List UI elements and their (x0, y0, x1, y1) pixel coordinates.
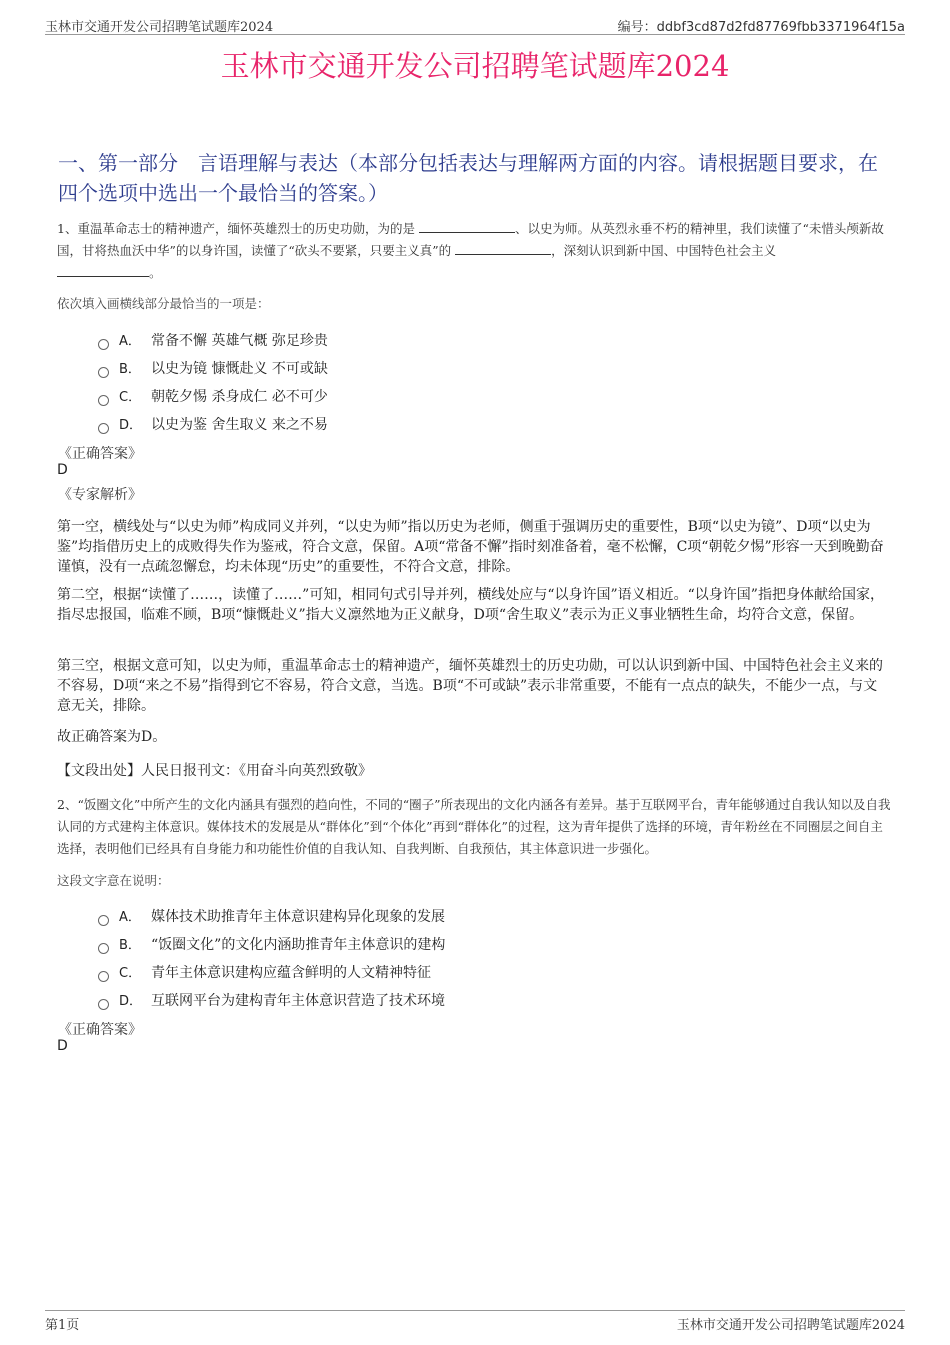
footer-page-number: 第1页 (45, 1318, 80, 1333)
q1-option-c[interactable] (98, 386, 328, 410)
option-text: 以史为鉴 舍生取义 来之不易 (151, 417, 328, 433)
q1-text-c: ，深刻认识到新中国、中国特色社会主义 (551, 243, 777, 258)
radio-icon[interactable] (98, 395, 109, 406)
q1-text-d: 。 (149, 265, 162, 280)
radio-icon[interactable] (98, 971, 109, 982)
q2-answer: D (57, 1038, 68, 1054)
option-letter: C． (119, 390, 142, 405)
option-text: 互联网平台为建构青年主体意识营造了技术环境 (151, 993, 445, 1009)
q2-option-b[interactable] (98, 934, 445, 958)
option-text: 常备不懈 英雄气概 弥足珍贵 (151, 333, 328, 349)
radio-icon[interactable] (98, 367, 109, 378)
q2-option-c[interactable] (98, 962, 431, 986)
section-heading: 一、第一部分 言语理解与表达（本部分包括表达与理解两方面的内容。请根据题目要求，在四个选项中选出一个最恰当的答案。） (58, 151, 878, 205)
q1-answer: D (57, 462, 68, 478)
analysis-conclusion: 故正确答案为D。 (57, 729, 167, 745)
page-header (45, 14, 905, 35)
page-footer (45, 1310, 905, 1333)
option-letter: B． (119, 938, 141, 953)
q1-analysis-label: 《专家解析》 (58, 487, 142, 503)
q2-option-a[interactable] (98, 906, 445, 930)
question-1-stem (57, 218, 895, 284)
option-letter: C． (119, 966, 142, 981)
header-doc-title: 玉林市交通开发公司招聘笔试题库2024 (45, 20, 274, 35)
analysis-para-3: 第三空，根据文意可知，以史为师，重温革命志士的精神遗产，缅怀英雄烈士的历史功勋，可以认识到新中国、中国特色社会主义来的不容易，D项“来之不易”指得到它不容易，符合文意，当选。B项“不可或缺”表示非常重要，不能有一点点的缺失，不能少一点，与文意无关，排除。 (57, 658, 883, 714)
option-letter: D． (119, 418, 143, 433)
page-title: 玉林市交通开发公司招聘笔试题库2024 (220, 49, 730, 83)
radio-icon[interactable] (98, 915, 109, 926)
question-2-stem: 2、“饭圈文化”中所产生的文化内涵具有强烈的趋向性，不同的“圈子”所表现出的文化内涵各有差异。基于互联网平台，青年能够通过自我认知以及自我认同的方式建构主体意识。媒体技术的发展是从“群体化”到“个体化”再到“群体化”的过程，这为青年提供了选择的环境，青年粉丝在不同圈层之间自主选择，表明他们已经具有自身能力和功能性价值的自我认知、自我判断、自我预估，其主体意识进一步强化。 (57, 797, 891, 856)
option-letter: D． (119, 994, 143, 1009)
option-letter: A． (119, 334, 141, 349)
radio-icon[interactable] (98, 943, 109, 954)
blank-3 (57, 264, 149, 277)
radio-icon[interactable] (98, 423, 109, 434)
option-text: 媒体技术助推青年主体意识建构异化现象的发展 (151, 909, 445, 925)
header-code-label: 编号： (617, 20, 657, 35)
option-text: 青年主体意识建构应蕴含鲜明的人文精神特征 (151, 965, 431, 981)
blank-1 (419, 220, 515, 233)
footer-doc-title: 玉林市交通开发公司招聘笔试题库2024 (676, 1318, 905, 1333)
option-letter: B． (119, 362, 141, 377)
q2-option-d[interactable] (98, 990, 445, 1014)
radio-icon[interactable] (98, 999, 109, 1010)
question-1-prompt: 依次填入画横线部分最恰当的一项是： (57, 296, 270, 311)
q1-text-b: 、以史为师。从英烈永垂不朽的精神里，我们读懂了“未惜头颅新故国，甘将热血沃中华”的以身许国，读懂了“砍头不要紧，只要主义真”的 (57, 221, 884, 258)
analysis-para-1: 第一空，横线处与“以史为师”构成同义并列，“以史为师”指以历史为老师，侧重于强调历史的重要性，B项“以史为镜”、D项“以史为鉴”均指借历史上的成败得失作为鉴戒，符合文意，保留。A项“常备不懈”指时刻准备着，毫不松懈，C项“朝乾夕惕”形容一天到晚勤奋谨慎，没有一点疏忽懈怠，均未体现“历史”的重要性，不符合文意，排除。 (57, 519, 884, 575)
blank-2 (455, 242, 551, 255)
analysis-para-2: 第二空，根据“读懂了……，读懂了……”可知，相同句式引导并列，横线处应与“以身许国”语义相近。“以身许国”指把身体献给国家，指尽忠报国，临难不顾，B项“慷慨赴义”指大义凛然地为正义献身，D项“舍生取义”表示为正义事业牺牲生命，均符合文意，保留。 (57, 587, 884, 623)
radio-icon[interactable] (98, 339, 109, 350)
q1-text-a: 1、重温革命志士的精神遗产，缅怀英雄烈士的历史功勋，为的是 (57, 221, 415, 236)
q1-answer-label: 《正确答案》 (58, 446, 142, 462)
option-text: 以史为镜 慷慨赴义 不可或缺 (151, 361, 328, 377)
q2-answer-label: 《正确答案》 (58, 1022, 142, 1038)
q1-option-b[interactable] (98, 358, 328, 382)
header-code-value: ddbf3cd87d2fd87769fbb3371964f15a (656, 20, 905, 35)
question-2-prompt: 这段文字意在说明： (57, 873, 170, 888)
option-letter: A． (119, 910, 141, 925)
option-text: “饭圈文化”的文化内涵助推青年主体意识的建构 (151, 937, 446, 953)
q1-option-d[interactable] (98, 414, 328, 438)
option-text: 朝乾夕惕 杀身成仁 必不可少 (151, 389, 328, 405)
q1-option-a[interactable] (98, 330, 328, 354)
header-code (618, 16, 905, 35)
analysis-source: 【文段出处】人民日报刊文：《用奋斗向英烈致敬》 (57, 763, 372, 779)
